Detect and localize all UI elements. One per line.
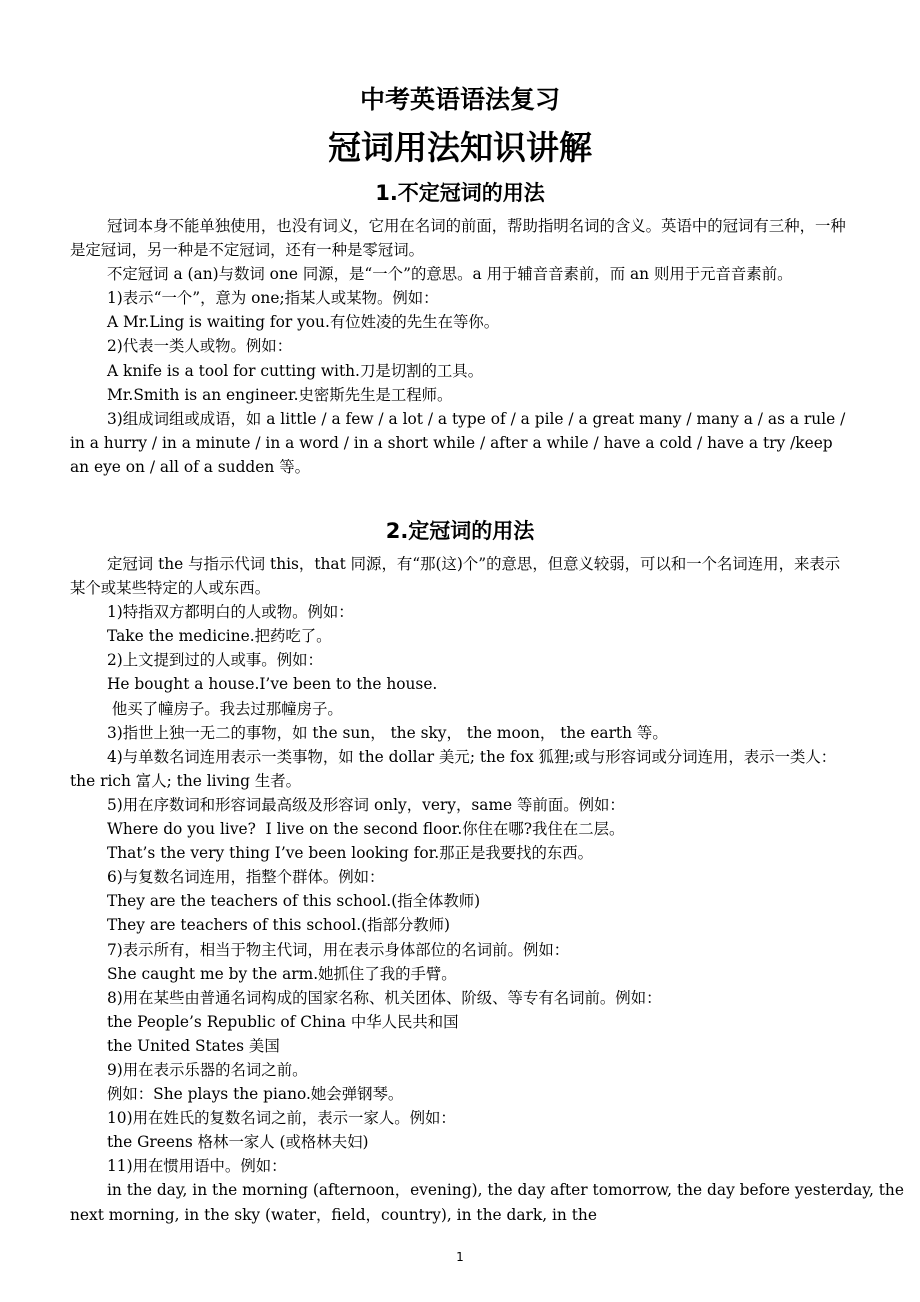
document-title: 中考英语语法复习 [359, 85, 560, 114]
section-heading-2: 2.定冠词的用法 [385, 519, 535, 543]
rule-item: 11)用在惯用语中。例如： [107, 1157, 287, 1176]
example-line: That’s the very thing I’ve been looking for.那正是我要找的东西。 [107, 844, 594, 863]
example-line: He bought a house.I’ve been to the house. [107, 675, 438, 694]
rule-item: 1)特指双方都明白的人或物。例如： [107, 603, 354, 622]
example-line: Take the medicine.把药吃了。 [107, 627, 332, 646]
example-line: A knife is a tool for cutting with.刀是切割的工具。 [107, 361, 484, 380]
example-line: A Mr.Ling is waiting for you.有位姓凌的先生在等你。 [107, 313, 500, 332]
rule-item: 8)用在某些由普通名词构成的国家名称、机关团体、阶级、等专有名词前。例如： [107, 988, 662, 1007]
example-line: 例如：She plays the piano.她会弹钢琴。 [107, 1085, 404, 1104]
rule-item: 7)表示所有，相当于物主代词，用在表示身体部位的名词前。例如： [107, 940, 570, 959]
example-line: the Greens 格林一家人 (或格林夫妇) [107, 1133, 369, 1152]
example-line: They are the teachers of this school.(指全体教师) [107, 892, 481, 911]
rule-item: 6)与复数名词连用，指整个群体。例如： [107, 868, 385, 887]
page-number: 1 [456, 1250, 464, 1264]
rule-item: 3)组成词组或成语，如 a little / a few / a lot / a type of / a pile / a great many / many a / as a rule / in a hurry / in a minute / in a word / in a short while / after a while / have a cold / have a try /keep an eye on / all of a sudden 等。 [70, 409, 851, 476]
example-line: She caught me by the arm.她抓住了我的手臂。 [107, 964, 457, 983]
document-subtitle: 冠词用法知识讲解 [328, 128, 592, 167]
rule-item: 2)上文提到过的人或事。例如： [107, 651, 323, 670]
section-2-body [70, 552, 909, 1227]
paragraph: 冠词本身不能单独使用，也没有词义，它用在名词的前面，帮助指明名词的含义。英语中的冠词有三种，一种是定冠词，另一种是不定冠词，还有一种是零冠词。 [70, 217, 846, 260]
rule-item: 2)代表一类人或物。例如： [107, 337, 293, 356]
example-line: the People’s Republic of China 中华人民共和国 [107, 1012, 459, 1031]
rule-item: 3)指世上独一无二的事物，如 the sun， the sky， the moon， the earth 等。 [107, 723, 668, 742]
example-translation: 他买了幢房子。我去过那幢房子。 [107, 699, 343, 718]
paragraph: 定冠词 the 与指示代词 this，that 同源，有“那(这)个”的意思，但意义较弱，可以和一个名词连用，来表示某个或某些特定的人或东西。 [70, 555, 841, 598]
section-1-body [70, 214, 852, 479]
example-line: Where do you live? I live on the second floor.你住在哪?我住在二层。 [107, 820, 625, 839]
paragraph: 不定冠词 a (an)与数词 one 同源，是“一个”的意思。a 用于辅音音素前，而 an 则用于元音音素前。 [107, 265, 793, 284]
example-line: They are teachers of this school.(指部分教师) [107, 916, 451, 935]
example-line: in the day, in the morning (afternoon，evening), the day after tomorrow, the day before yesterday, the next morning, in the sky (water，field，country), in the dark, in the [70, 1181, 909, 1224]
example-line: Mr.Smith is an engineer.史密斯先生是工程师。 [107, 385, 453, 404]
rule-item: 1)表示“一个”，意为 one;指某人或某物。例如： [107, 289, 439, 308]
rule-item: 5)用在序数词和形容词最高级及形容词 only，very，same 等前面。例如： [107, 795, 625, 814]
rule-item: 4)与单数名词连用表示一类事物，如 the dollar 美元; the fox 狐狸;或与形容词或分词连用，表示一类人：the rich 富人; the living 生者。 [70, 747, 837, 790]
rule-item: 9)用在表示乐器的名词之前。 [107, 1060, 308, 1079]
example-line: the United States 美国 [107, 1036, 280, 1055]
rule-item: 10)用在姓氏的复数名词之前，表示一家人。例如： [107, 1109, 456, 1128]
section-heading-1: 1.不定冠词的用法 [375, 181, 545, 205]
